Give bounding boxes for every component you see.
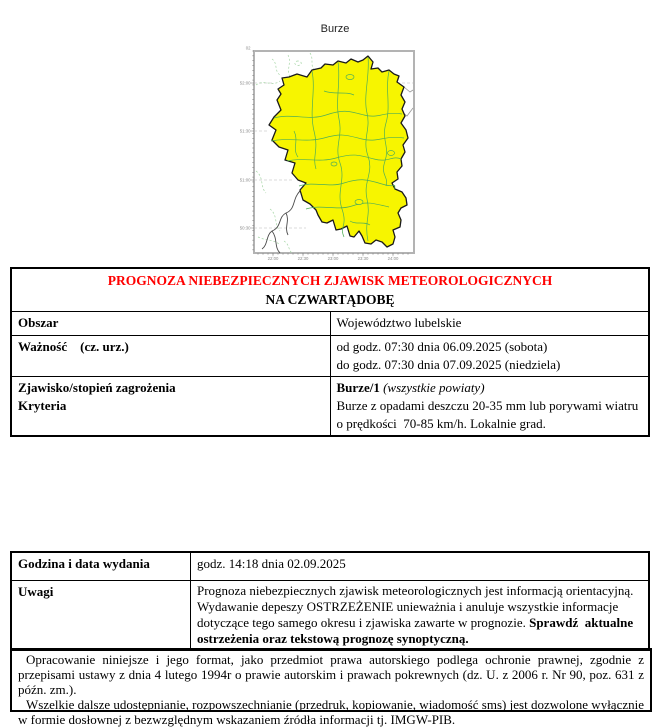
lon-tick-label: 22:30 (297, 256, 309, 261)
waznosc-label: Ważność (cz. urz.) (18, 339, 129, 354)
map-title: Burze (320, 23, 350, 35)
forecast-table-header (11, 268, 649, 312)
table-row-obszar (11, 312, 649, 336)
issue-datetime: godz. 14:18 dnia 02.09.2025 (197, 556, 346, 571)
copyright-paragraph-2: Wszelkie dalsze udostępnianie, rozpowszechnianie (przedruk, kopiowanie, wiadomość sms) jest dozwolone wyłącznie w formie dosłownej z bezwzględnym wskazaniem źródła informacji tj. IMGW-PIB. (18, 697, 644, 727)
copyright-paragraph-1: Opracowanie niniejsze i jego format, jako przedmiot prawa autorskiego podlega ochronie prawnej, zgodnie z przepisami ustawy z dnia 4 lutego 1994r o prawie autorskim i prawach pokrewnych (dz. U. z 2006 r. Nr 90, poz. 631 z późn. zm.). (18, 652, 644, 697)
lat-tick-label: 51:30 (239, 128, 251, 134)
table-row-waznosc (11, 336, 649, 377)
lon-tick-label: 23:30 (357, 256, 369, 261)
lon-tick-label: 24:00 (387, 256, 399, 261)
table-row-uwagi (11, 581, 649, 651)
zjawisko-label-cell (11, 377, 330, 437)
phenomenon-scope: (wszystkie powiaty) (379, 380, 485, 395)
copyright-box (10, 648, 652, 727)
forecast-table (10, 267, 650, 437)
lon-tick-label: 22:00 (267, 256, 279, 261)
table-row-header (11, 268, 649, 312)
issue-table (10, 551, 650, 651)
obszar-label-cell (11, 312, 330, 336)
uwagi-text: Prognoza niebezpiecznych zjawisk meteorologicznych jest informacją orientacyjną. Wydawanie depeszy OSTRZEŻENIE unieważnia i anuluje wszystkie informacje dotyczące tego samego okresu i zjawiska zawarte w prognozie. (197, 583, 637, 630)
uwagi-bold-text: Sprawdź aktualne ostrzeżenia oraz tekstową prognozę synoptyczną. (197, 615, 637, 646)
obszar-value: Województwo lubelskie (336, 315, 462, 330)
uwagi-value-cell (191, 581, 650, 651)
zjawisko-value-cell (330, 377, 649, 437)
validity-to: do godz. 07:30 dnia 07.09.2025 (niedziela) (336, 357, 561, 372)
validity-from: od godz. 07:30 dnia 06.09.2025 (sobota) (336, 339, 548, 354)
table-row-zjawisko (11, 377, 649, 437)
obszar-label: Obszar (18, 315, 59, 330)
godzina-value-cell (191, 552, 650, 581)
zjawisko-label-line1: Zjawisko/stopień zagrożenia (18, 380, 176, 395)
waznosc-value-cell (330, 336, 649, 377)
forecast-title: PROGNOZA NIEBEZPIECZNYCH ZJAWISK METEOROLOGICZNYCH (107, 273, 553, 288)
table-row-godzina (11, 552, 649, 581)
lat-tick-label: 50:30 (239, 225, 251, 231)
corner-label: 02 (245, 45, 251, 51)
lat-tick-label: 51:00 (239, 177, 251, 183)
zjawisko-label-line2: Kryteria (18, 398, 67, 413)
waznosc-label-cell (11, 336, 330, 377)
obszar-value-cell (330, 312, 649, 336)
lon-tick-label: 23:00 (327, 256, 339, 261)
phenomenon-name: Burze/1 (336, 380, 380, 395)
uwagi-label-cell (11, 581, 191, 651)
phenomenon-criteria: Burze z opadami deszczu 20-35 mm lub porywami wiatru o prędkości 70-85 km/h. Lokalnie grad. (336, 398, 642, 431)
lubelskie-map (240, 45, 430, 265)
lat-tick-label: 52:00 (239, 80, 251, 86)
forecast-subtitle: NA CZWARTĄDOBĘ (265, 292, 395, 307)
uwagi-label: Uwagi (18, 584, 54, 599)
phenomenon-line (337, 379, 643, 397)
godzina-label-cell (11, 552, 191, 581)
godzina-label: Godzina i data wydania (18, 556, 150, 571)
